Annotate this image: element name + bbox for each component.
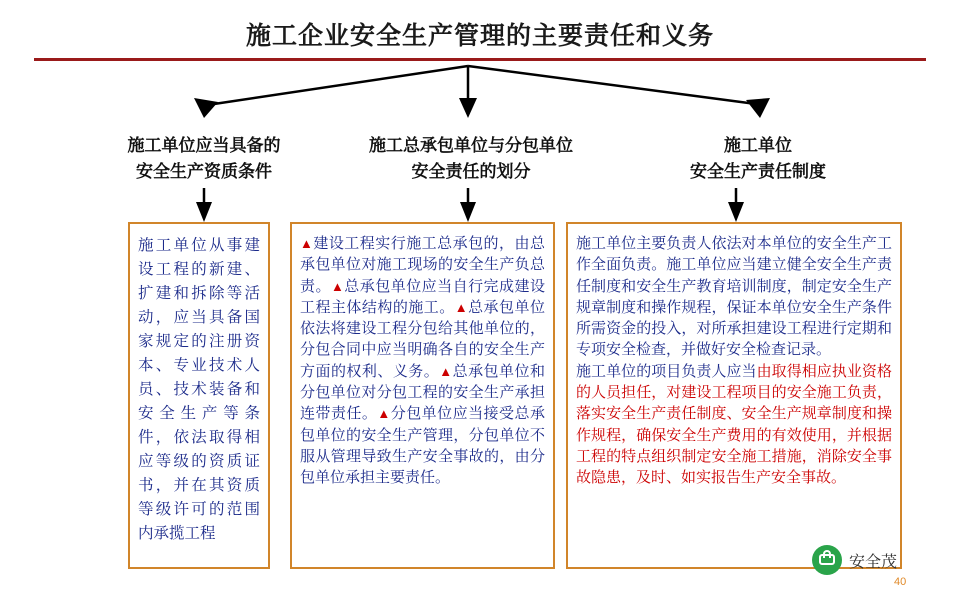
box-text-run: 总承包单位应当自行完成建设工程主体结构的施工。 (300, 278, 545, 316)
heading-line: 安全生产资质条件 (136, 161, 272, 181)
title-divider (34, 58, 926, 61)
box-text-run: ▲ (454, 299, 469, 315)
box-text-run: 总承包单位依法将建设工程分包给其他单位的，分包合同中应当明确各自的安全生产方面的权利、义务。 (300, 299, 545, 380)
heading-line: 施工总承包单位与分包单位 (369, 136, 573, 155)
heading-responsibility-split (340, 133, 602, 184)
page-title (0, 16, 960, 52)
box-text-run: 建设工程实行施工总承包的，由总承包单位对施工现场的安全生产负总责。 (300, 236, 545, 295)
heading-line: 施工单位应当具备的 (127, 136, 281, 155)
watermark-label: 安全茂 (849, 553, 898, 571)
arrow-line-right (468, 66, 756, 104)
arrow-line-left (214, 66, 468, 104)
box-text-run: 总承包单位和分包单位对分包工程的安全生产承担连带责任。 (300, 363, 545, 423)
box-text-run: 施工单位的项目负责人应当 (576, 363, 757, 380)
watermark-logo (812, 545, 897, 575)
box-text-run: 施工单位主要负责人依法对本单位的安全生产工作全面负责。施工单位应当建立健全安全生产责任制度和安全生产教育培训制度，制定安全生产规章制度和操作规程，保证本单位安全生产条件所需资金的投入，对所承担建设工程进行定期和专项安全检查，并做好安全检查记录。 (576, 236, 892, 359)
heading-responsibility-system (636, 133, 880, 184)
arrow-head-box2 (460, 202, 476, 222)
arrow-head-box3 (728, 202, 744, 222)
box-text-run: 分包单位应当接受总承包单位的安全生产管理，分包单位不服从管理导致生产安全事故的，由分包单位承担主要责任。 (300, 406, 545, 487)
content-box-responsibility-split (290, 222, 555, 569)
heading-line: 安全责任的划分 (411, 161, 531, 181)
content-box-responsibility-system (566, 222, 902, 569)
heading-qualification (96, 133, 312, 184)
box-text-run: ▲ (439, 363, 453, 379)
arrow-head-right (746, 98, 770, 118)
heading-line: 安全生产责任制度 (690, 161, 826, 181)
arrow-head-box1 (196, 202, 212, 222)
page-number: 40 (894, 576, 907, 588)
content-box-qualification (128, 222, 270, 569)
box-text-run: 由取得相应执业资格的人员担任，对建设工程项目的安全施工负责，落实安全生产责任制度、安全生产规章制度和操作规程，确保安全生产费用的有效使用，并根据工程的特点组织制定安全施工措施，消除安全事故隐患，及时、如实报告生产安全事故。 (576, 363, 892, 487)
box-text-run: ▲ (330, 278, 345, 294)
safety-helmet-icon (812, 545, 842, 575)
box-text-run: ▲ (377, 406, 391, 422)
arrow-head-left (194, 98, 218, 118)
page-title-text: 施工企业安全生产管理的主要责任和义务 (245, 23, 714, 50)
heading-line: 施工单位 (724, 136, 792, 155)
box-text-run: ▲ (300, 236, 314, 251)
arrow-head-center (459, 98, 477, 118)
box-text-run: 施工单位从事建设工程的新建、扩建和拆除等活动，应当具备国家规定的注册资本、专业技术人员、技术装备和安全生产等条件，依法取得相应等级的资质证书，并在其资质等级许可的范围内承揽工程 (138, 237, 260, 543)
